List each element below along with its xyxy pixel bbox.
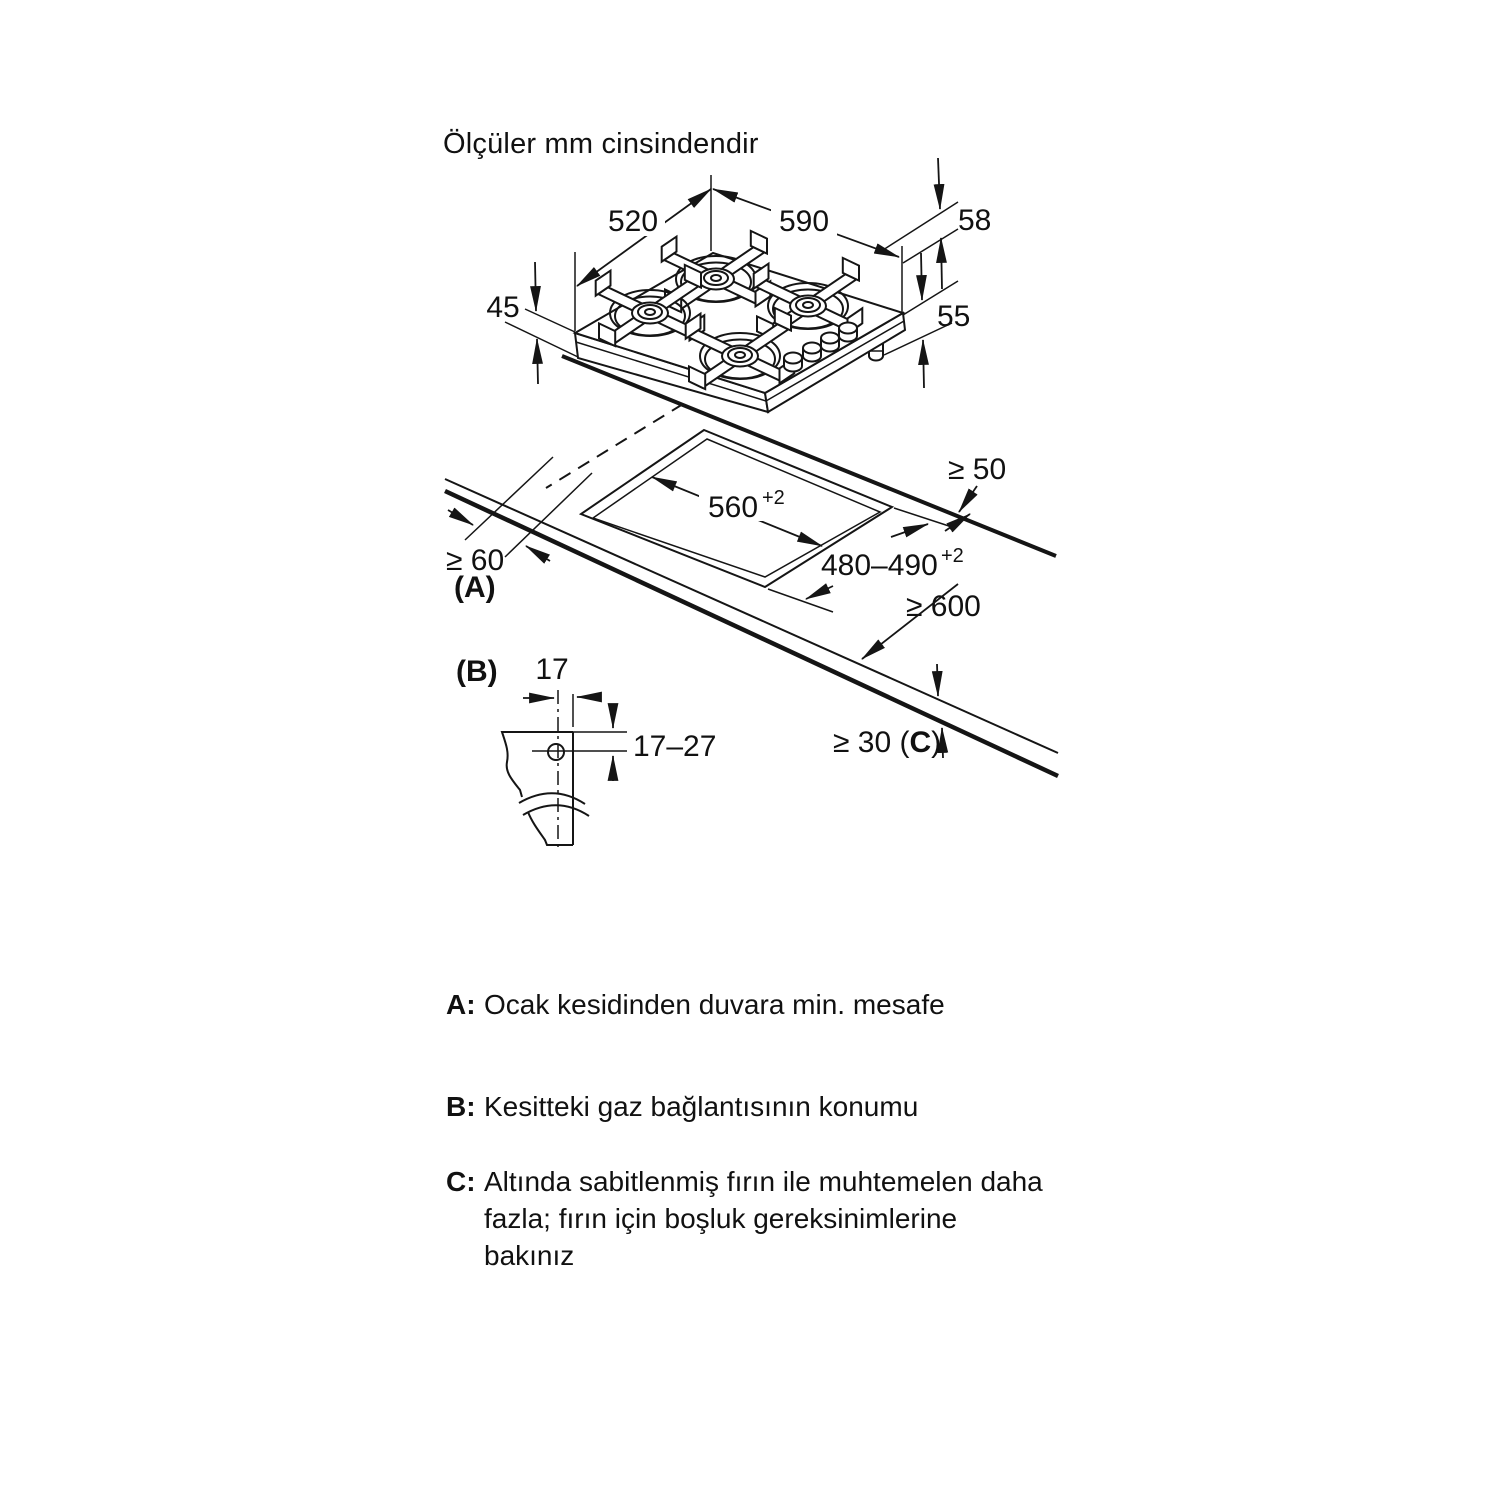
- section-slab-upper: [502, 732, 573, 797]
- legend-text-c: Altında sabitlenmiş fırın ile muhtemelen daha fazla; fırın için boşluk gereksinimlerine bakınız: [484, 1166, 1043, 1271]
- legend-text-b: Kesitteki gaz bağlantısının konumu: [484, 1091, 919, 1122]
- dim-cutout-width: 560: [708, 491, 759, 524]
- section-break-line-2: [523, 805, 589, 816]
- dim-cutout-depth: 480–490: [821, 549, 938, 582]
- dim-height-with-supports: 58: [958, 204, 992, 237]
- gas-connection-section: [456, 653, 716, 852]
- dim-installation-depth: 45: [486, 291, 520, 324]
- legend-item-b: [446, 1088, 1044, 1125]
- dim-min-counter-depth: ≥ 600: [906, 590, 981, 623]
- dim-min-wall-clearance: ≥ 60: [446, 544, 505, 577]
- legend-item-a: [446, 986, 1044, 1023]
- worktop-front-bottom-edge: [445, 491, 1058, 776]
- ref-label-b: (B): [456, 655, 498, 688]
- wall-extension-line: [465, 457, 553, 540]
- dim-gas-height-range: 17–27: [633, 730, 717, 763]
- dim-gas-offset: 17: [535, 653, 569, 686]
- section-break-line-1: [519, 793, 585, 804]
- worktop-drawing: [445, 356, 1058, 776]
- legend-text-a: Ocak kesidinden duvara min. mesafe: [484, 989, 945, 1020]
- legend-marker-c: C:: [446, 1166, 476, 1197]
- dim-cutout-width-tol: +2: [762, 487, 785, 509]
- dim-hob-width: 590: [778, 205, 830, 238]
- legend-marker-b: B:: [446, 1091, 476, 1122]
- section-slab-lower: [528, 812, 573, 845]
- dim-cutout-depth-tol: +2: [941, 545, 964, 567]
- dim-height-below-top: 55: [937, 300, 971, 333]
- projection-dashed-line: [546, 404, 683, 488]
- dim-min-side-clearance: ≥ 50: [948, 453, 1007, 486]
- legend-marker-a: A:: [446, 989, 476, 1020]
- hob-drawing: [575, 231, 905, 412]
- gas-connection-hole: [548, 744, 564, 760]
- legend-item-c: [446, 1163, 1044, 1274]
- ref-label-a: (A): [454, 571, 496, 604]
- dim-min-thickness: ≥ 30 (C): [833, 726, 942, 759]
- dim-hob-depth: 520: [607, 205, 659, 238]
- page-title: Ölçüler mm cinsindendir: [443, 128, 759, 160]
